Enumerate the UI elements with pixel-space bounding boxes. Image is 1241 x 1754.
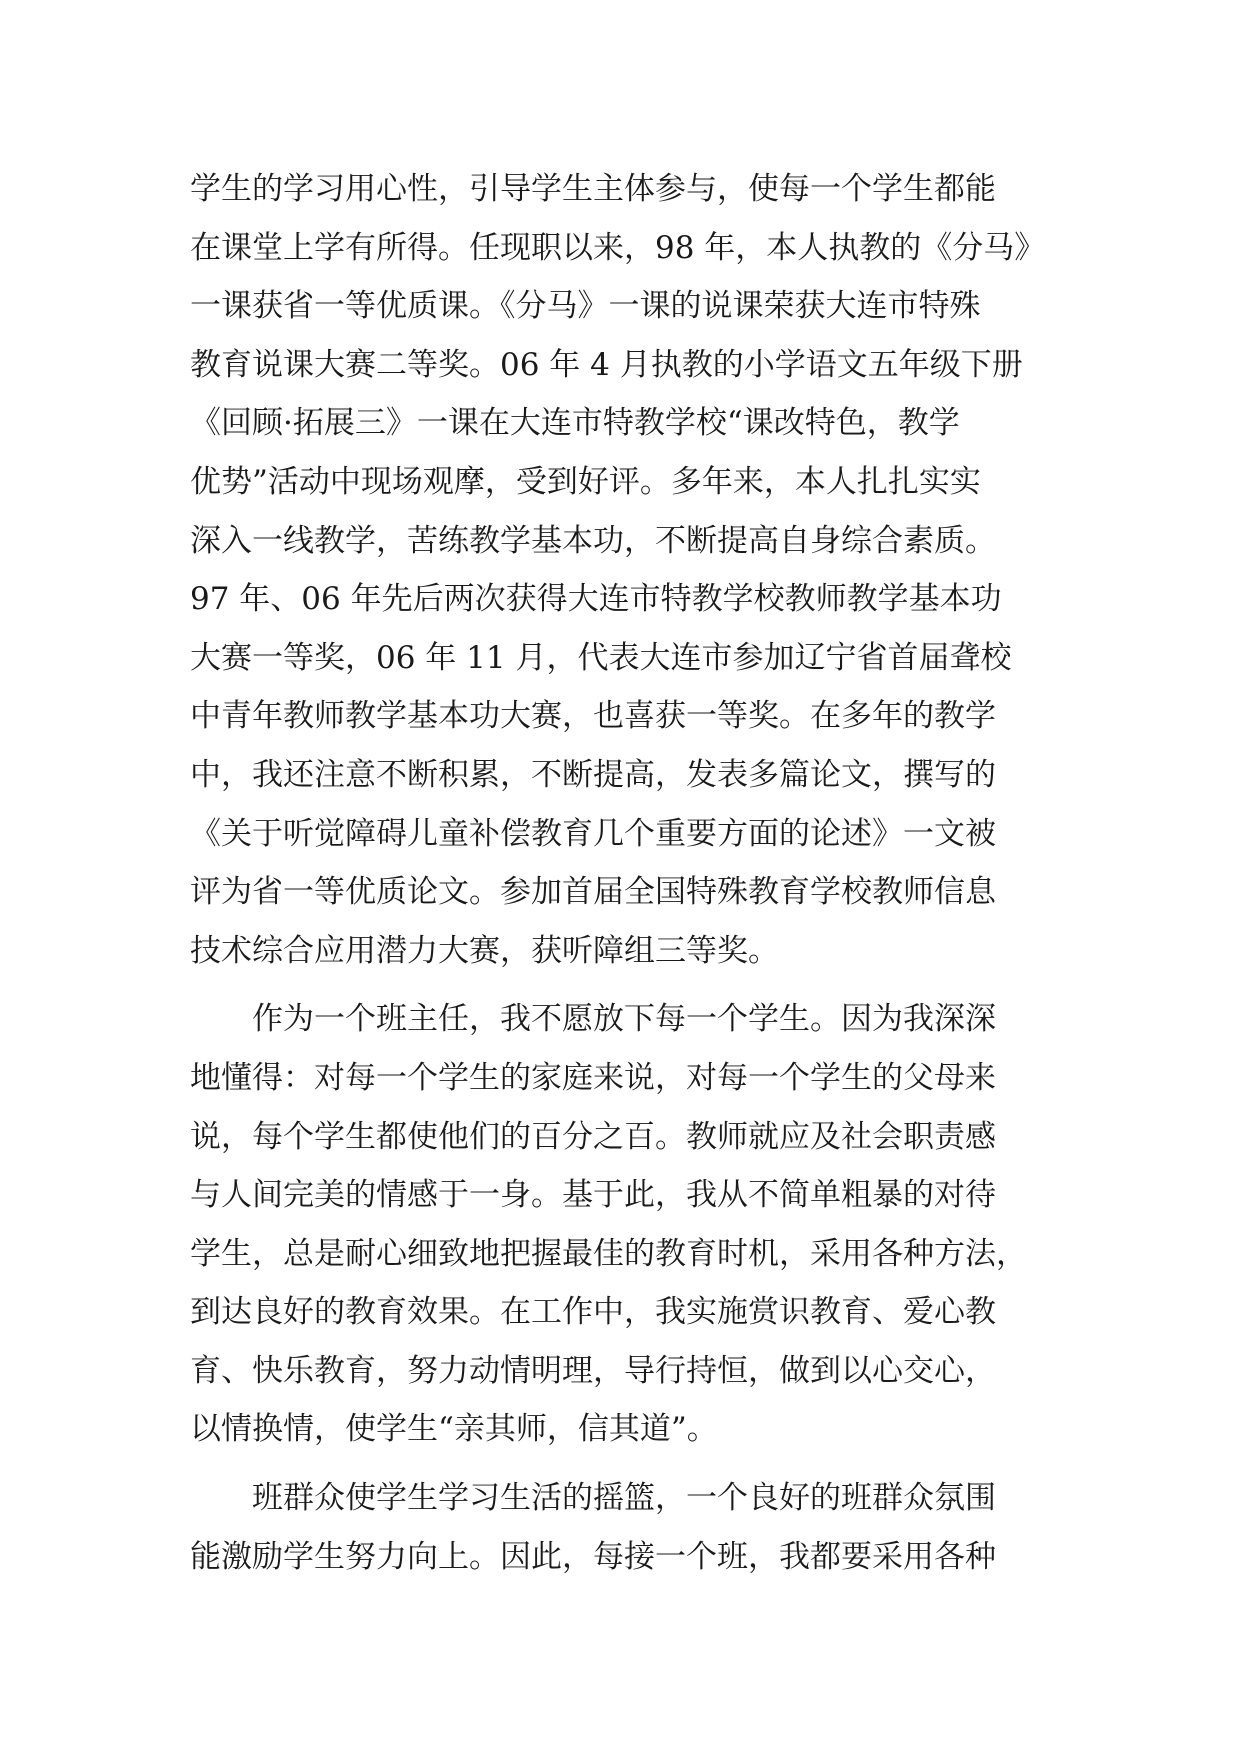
text-line: 说，每个学生都使他们的百分之百。教师就应及社会职责感 bbox=[190, 1118, 996, 1155]
text-line: 与人间完美的情感于一身。基于此，我从不简单粗暴的对待 bbox=[190, 1177, 996, 1214]
paragraph-3 bbox=[190, 1469, 1060, 1586]
paragraph-2 bbox=[190, 990, 1060, 1459]
text-line: 学生，总是耐心细致地把握最佳的教育时机，采用各种方法， bbox=[190, 1235, 1027, 1272]
text-line: 97 年、06 年先后两次获得大连市特教学校教师教学基本功 bbox=[190, 581, 1002, 618]
text-line: 评为省一等优质论文。参加首届全国特殊教育学校教师信息 bbox=[190, 874, 996, 911]
text-line: 教育说课大赛二等奖。06 年 4 月执教的小学语文五年级下册 bbox=[190, 346, 1023, 383]
text-line: 育、快乐教育，努力动情明理，导行持恒，做到以心交心， bbox=[190, 1352, 996, 1389]
paragraph-1 bbox=[190, 160, 1060, 980]
text-line: 中，我还注意不断积累，不断提高，发表多篇论文，撰写的 bbox=[190, 756, 996, 793]
text-line: 以情换情，使学生“亲其师，信其道”。 bbox=[190, 1411, 718, 1448]
text-line: 中青年教师教学基本功大赛，也喜获一等奖。在多年的教学 bbox=[190, 698, 996, 735]
text-line: 地懂得：对每一个学生的家庭来说，对每一个学生的父母来 bbox=[190, 1059, 996, 1096]
text-line: 能激励学生努力向上。因此，每接一个班，我都要采用各种 bbox=[190, 1538, 996, 1575]
text-line: 作为一个班主任，我不愿放下每一个学生。因为我深深 bbox=[252, 1001, 996, 1038]
text-line: 一课获省一等优质课。《分马》一课的说课荣获大连市特殊 bbox=[190, 288, 981, 325]
text-line: 班群众使学生学习生活的摇篮，一个良好的班群众氛围 bbox=[252, 1480, 996, 1517]
document-body bbox=[190, 160, 1060, 1586]
text-line: 优势”活动中现场观摩，受到好评。多年来，本人扎扎实实 bbox=[190, 463, 981, 500]
text-line: 大赛一等奖，06 年 11 月，代表大连市参加辽宁省首届聋校 bbox=[190, 639, 1012, 676]
text-line: 深入一线教学，苦练教学基本功，不断提高自身综合素质。 bbox=[190, 522, 996, 559]
text-line: 技术综合应用潜力大赛，获听障组三等奖。 bbox=[190, 932, 779, 969]
text-line: 学生的学习用心性，引导学生主体参与，使每一个学生都能 bbox=[190, 171, 996, 207]
text-line: 《关于听觉障碍儿童补偿教育几个重要方面的论述》一文被 bbox=[190, 815, 996, 852]
text-line: 《回顾·拓展三》一课在大连市特教学校“课改特色，教学 bbox=[190, 405, 960, 442]
text-line: 到达良好的教育效果。在工作中，我实施赏识教育、爱心教 bbox=[190, 1294, 996, 1331]
text-line: 在课堂上学有所得。任现职以来，98 年，本人执教的《分马》 bbox=[190, 229, 1046, 266]
